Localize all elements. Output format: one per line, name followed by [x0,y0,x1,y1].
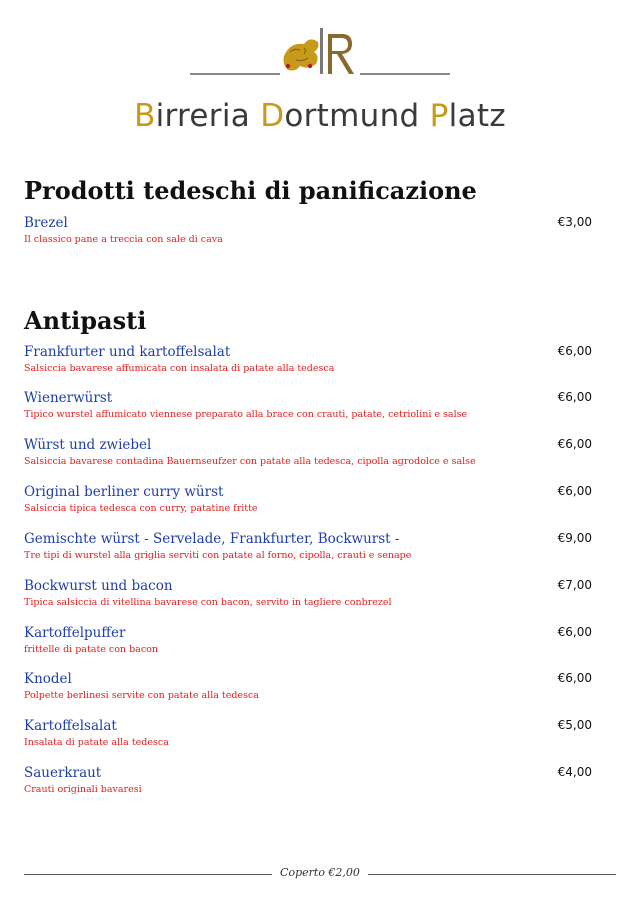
item-price: €9,00 [557,531,592,545]
item-description: Salsiccia bavarese affumicata con insalata di patate alla tedesca [24,363,335,374]
item-name: Bockwurst und bacon [24,578,173,594]
section-title-antipasti: Antipasti [24,306,147,335]
item-price: €6,00 [557,625,592,639]
menu-item [24,390,592,421]
item-name: Sauerkraut [24,765,102,781]
menu-item [24,578,592,609]
menu-item [24,484,592,515]
cover-charge: Coperto €2,00 [280,866,360,879]
item-price: €6,00 [557,437,592,451]
menu-item [24,718,592,749]
brand-name: Birreria Dortmund Platz [134,98,506,134]
menu-item [24,215,592,246]
item-description: Tre tipi di wurstel alla griglia serviti con patate al forno, cipolla, crauti e senape [24,550,412,561]
menu-item [24,437,592,468]
item-name: Original berliner curry würst [24,484,224,500]
item-price: €6,00 [557,390,592,404]
item-description: Salsiccia bavarese contadina Bauernseufzer con patate alla tedesca, cipolla agrodolce e salse [24,456,476,467]
item-description: Il classico pane a treccia con sale di cava [24,234,223,245]
item-price: €6,00 [557,484,592,498]
footer [24,866,616,882]
item-description: frittelle di patate con bacon [24,644,158,655]
menu-item [24,671,592,702]
item-name: Kartoffelsalat [24,718,117,734]
menu-item [24,765,592,796]
item-name: Frankfurter und kartoffelsalat [24,344,231,360]
item-name: Brezel [24,215,68,231]
item-price: €7,00 [557,578,592,592]
item-price: €5,00 [557,718,592,732]
item-description: Polpette berlinesi servite con patate alla tedesca [24,690,259,701]
item-description: Insalata di patate alla tedesca [24,737,169,748]
item-price: €6,00 [557,671,592,685]
brand-logo [0,22,640,134]
menu-item [24,531,592,562]
lion-emblem-icon [180,22,460,82]
menu-item [24,625,592,656]
item-name: Knodel [24,671,72,687]
item-description: Tipico wurstel affumicato viennese preparato alla brace con crauti, patate, cetriolini e salse [24,409,468,420]
item-name: Würst und zwiebel [24,437,152,453]
section-title-bakery: Prodotti tedeschi di panificazione [24,176,477,205]
item-price: €4,00 [557,765,592,779]
item-name: Gemischte würst - Servelade, Frankfurter, Bockwurst - [24,531,400,547]
item-price: €3,00 [557,215,592,229]
item-description: Tipica salsiccia di vitellina bavarese con bacon, servito in tagliere conbrezel [24,597,392,608]
item-description: Crauti originali bavaresi [24,784,142,795]
menu-item [24,344,592,375]
item-name: Wienerwürst [24,390,113,406]
item-price: €6,00 [557,344,592,358]
item-description: Salsiccia tipica tedesca con curry, patatine fritte [24,503,258,514]
item-name: Kartoffelpuffer [24,625,126,641]
